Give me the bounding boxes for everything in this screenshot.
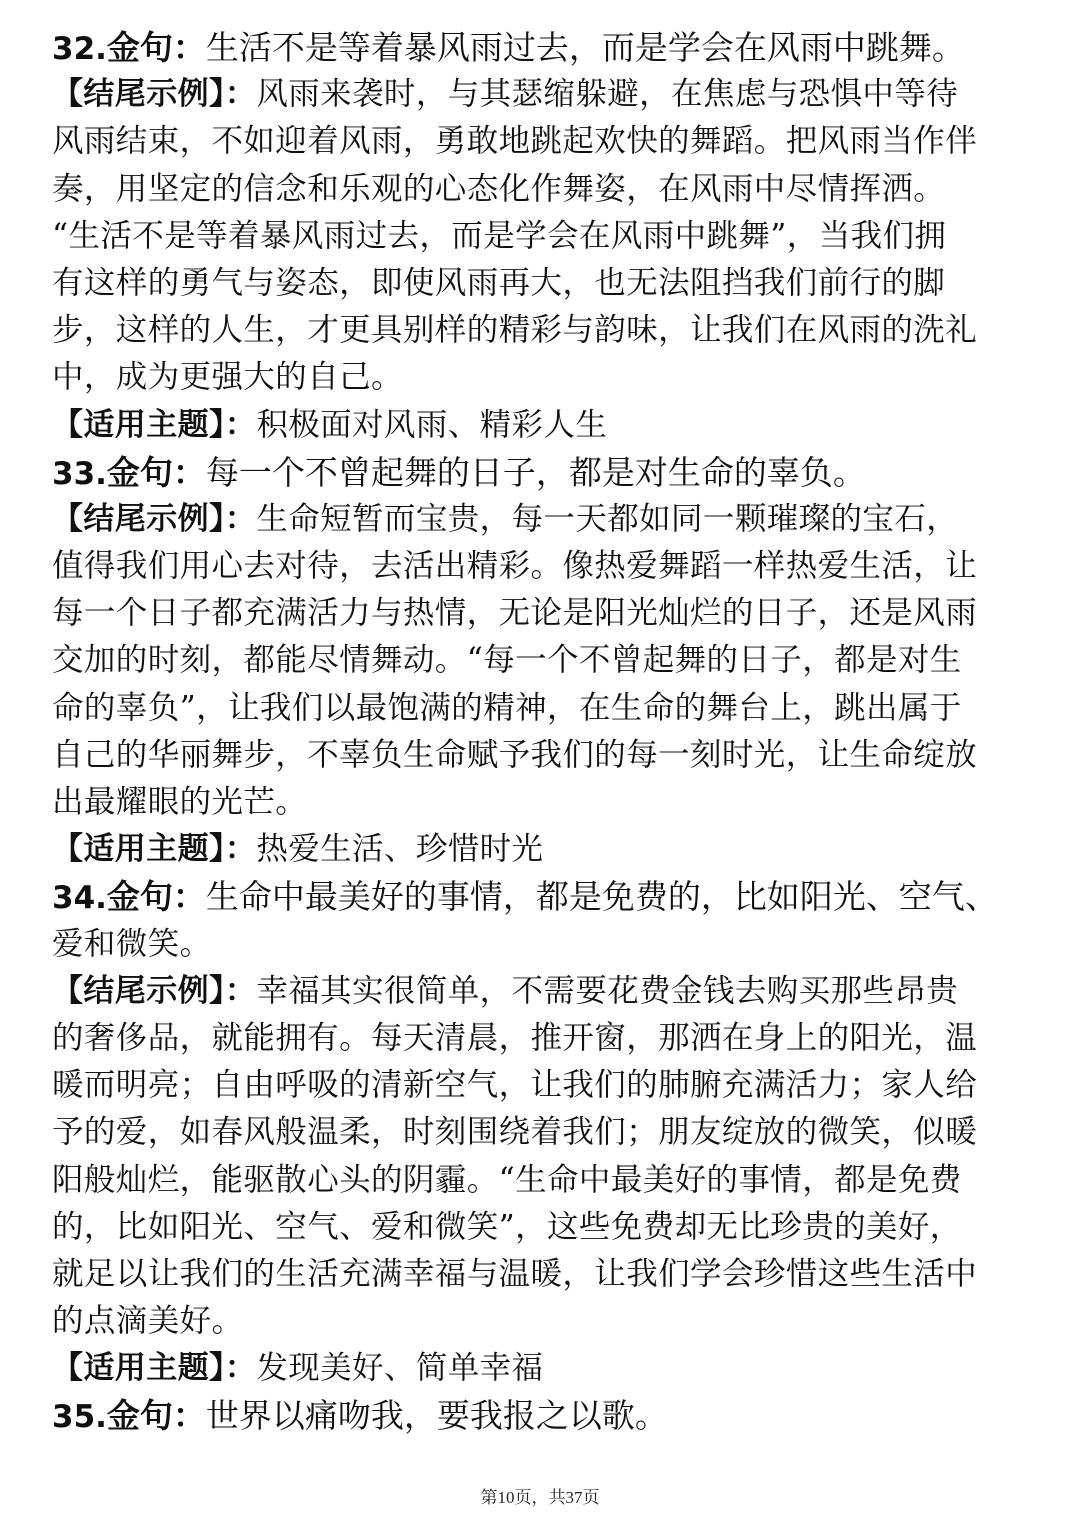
quote-text: 每一个不曾起舞的日子，都是对生命的辜负。 bbox=[205, 452, 866, 492]
quote-text: 世界以痛吻我，要我报之以歌。 bbox=[205, 1396, 668, 1436]
entry-number: 32. bbox=[52, 31, 107, 67]
example-text: 的，比如阳光、空气、爱和微笑”，这些免费却无比珍贵的美好， bbox=[52, 1208, 962, 1245]
entry-32-quote bbox=[52, 24, 1032, 71]
entry-33-quote bbox=[52, 449, 1032, 496]
entry-33-theme bbox=[52, 826, 1032, 873]
entry-number: 33. bbox=[52, 455, 107, 492]
example-label: 【结尾示例】： bbox=[52, 972, 257, 1009]
theme-text: 积极面对风雨、精彩人生 bbox=[256, 406, 608, 443]
quote-label: 金句： bbox=[106, 877, 206, 917]
example-text: 步，这样的人生，才更具别样的精彩与韵味，让我们在风雨的洗礼 bbox=[52, 312, 978, 349]
example-text: 暖而明亮；自由呼吸的清新空气，让我们的肺腑充满活力；家人给 bbox=[52, 1067, 978, 1104]
theme-label: 【适用主题】： bbox=[52, 831, 257, 868]
entry-35-quote bbox=[52, 1392, 1032, 1439]
entry-34-theme bbox=[52, 1345, 1032, 1392]
entry-32-example-line-1 bbox=[52, 71, 1032, 118]
entry-34-quote bbox=[52, 873, 1032, 920]
example-text: 的奢侈品，就能拥有。每天清晨，推开窗，那洒在身上的阳光，温 bbox=[52, 1019, 978, 1056]
entry-32-theme bbox=[52, 402, 1032, 449]
entry-number: 35. bbox=[52, 1399, 107, 1436]
theme-label: 【适用主题】： bbox=[52, 1350, 257, 1387]
example-text: 交加的时刻，都能尽情舞动。“每一个不曾起舞的日子，都是对生 bbox=[52, 642, 962, 679]
quote-text: 生命中最美好的事情，都是免费的，比如阳光、空气、 bbox=[205, 877, 998, 917]
example-text: 的点滴美好。 bbox=[52, 1303, 244, 1340]
entry-33-example-line-1 bbox=[52, 496, 1032, 543]
page-number-footer: 第10页，共37页 bbox=[480, 1488, 600, 1507]
example-label: 【结尾示例】： bbox=[52, 76, 257, 113]
quote-label: 金句： bbox=[106, 1396, 206, 1436]
example-text: 就足以让我们的生活充满幸福与温暖，让我们学会珍惜这些生活中 bbox=[52, 1255, 978, 1292]
example-text: 风雨来袭时，与其瑟缩躲避，在焦虑与恐惧中等待 bbox=[256, 76, 959, 113]
example-text: “生活不是等着暴风雨过去，而是学会在风雨中跳舞”，当我们拥 bbox=[52, 217, 947, 254]
theme-text: 热爱生活、珍惜时光 bbox=[256, 831, 544, 868]
example-text: 值得我们用心去对待，去活出精彩。像热爱舞蹈一样热爱生活，让 bbox=[52, 548, 978, 585]
quote-label: 金句： bbox=[106, 28, 206, 67]
entry-34-example-line-1 bbox=[52, 968, 1032, 1015]
example-text: 风雨结束，不如迎着风雨，勇敢地跳起欢快的舞蹈。把风雨当作伴 bbox=[52, 123, 978, 160]
quote-text: 生活不是等着暴风雨过去，而是学会在风雨中跳舞。 bbox=[205, 28, 965, 67]
quote-text-continued: 爱和微笑。 bbox=[52, 925, 212, 962]
document-body bbox=[52, 24, 1032, 1440]
example-text: 命的辜负”，让我们以最饱满的精神，在生命的舞台上，跳出属于 bbox=[52, 689, 962, 726]
example-text: 阳般灿烂，能驱散心头的阴霾。“生命中最美好的事情，都是免费 bbox=[52, 1161, 962, 1198]
example-text: 有这样的勇气与姿态，即使风雨再大，也无法阻挡我们前行的脚 bbox=[52, 264, 946, 301]
example-text: 生命短暂而宝贵，每一天都如同一颗璀璨的宝石， bbox=[256, 500, 959, 537]
example-text: 自己的华丽舞步，不辜负生命赋予我们的每一刻时光，让生命绽放 bbox=[52, 736, 978, 773]
example-text: 出最耀眼的光芒。 bbox=[52, 784, 308, 820]
example-text: 中，成为更强大的自己。 bbox=[52, 359, 403, 396]
entry-number: 34. bbox=[52, 880, 107, 917]
example-text: 奏，用坚定的信念和乐观的心态化作舞姿，在风雨中尽情挥洒。 bbox=[52, 170, 946, 207]
quote-label: 金句： bbox=[106, 452, 206, 492]
example-text: 予的爱，如春风般温柔，时刻围绕着我们；朋友绽放的微笑，似暖 bbox=[52, 1114, 978, 1151]
example-text: 幸福其实很简单，不需要花费金钱去购买那些昂贵 bbox=[256, 972, 959, 1009]
example-text: 每一个日子都充满活力与热情，无论是阳光灿烂的日子，还是风雨 bbox=[52, 595, 978, 632]
example-label: 【结尾示例】： bbox=[52, 500, 257, 537]
theme-label: 【适用主题】： bbox=[52, 406, 257, 443]
theme-text: 发现美好、简单幸福 bbox=[256, 1350, 544, 1387]
